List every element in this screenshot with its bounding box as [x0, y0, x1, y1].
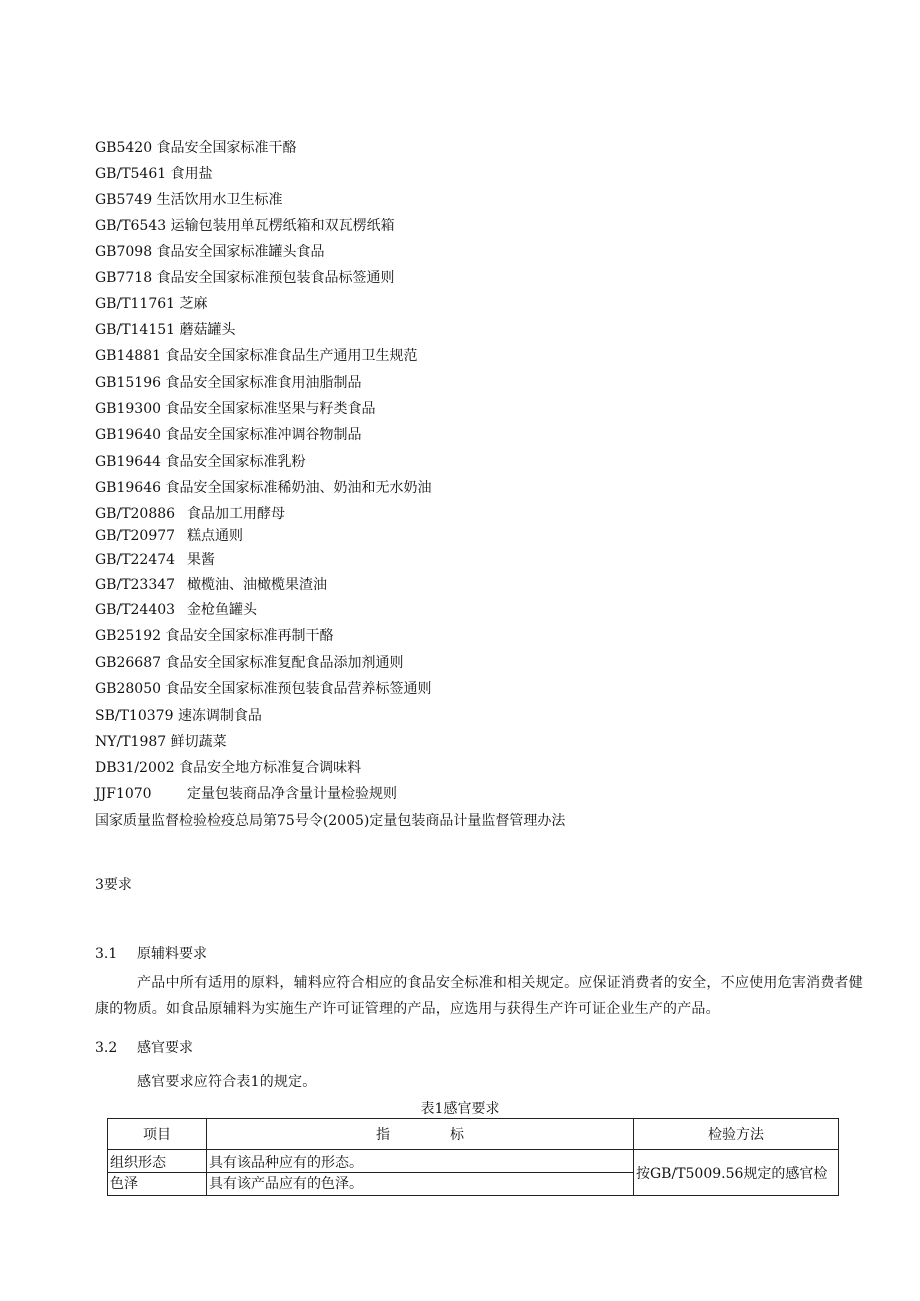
reference-title: 食品安全国家标准坚果与籽类食品: [165, 401, 376, 417]
reference-code: GB/T23347: [95, 577, 176, 593]
reference-item: [95, 627, 333, 645]
reference-code: GB19640: [95, 427, 162, 443]
reference-code: SB/T10379: [95, 708, 174, 724]
reference-title: 食品安全国家标准罐头食品: [156, 244, 325, 260]
reference-item: [95, 321, 236, 339]
reference-item: [95, 374, 361, 392]
reference-title: 食品安全国家标准再制干酪: [165, 628, 334, 644]
table-cell-item: 色泽: [108, 1173, 207, 1196]
reference-title: 果酱: [187, 552, 215, 568]
reference-code: GB/T20977: [95, 528, 176, 544]
reference-title: 定量包装商品净含量计量检验规则: [187, 786, 397, 802]
reference-code: GB19300: [95, 401, 162, 417]
reference-code: GB5420: [95, 140, 153, 156]
reference-item: [95, 707, 262, 725]
reference-item: [95, 601, 257, 619]
paragraph: 感官要求应符合表1的规定。: [137, 1074, 317, 1090]
reference-item: [95, 165, 213, 183]
table-cell-index: 具有该产品应有的色泽。: [207, 1173, 634, 1196]
reference-code: JJF1070: [95, 786, 152, 802]
reference-code: GB7098: [95, 244, 153, 260]
reference-item: [95, 269, 395, 287]
reference-code: GB/T22474: [95, 552, 176, 568]
reference-item: [95, 576, 327, 594]
reference-code: GB28050: [95, 681, 162, 697]
reference-code: DB31/2002: [95, 760, 175, 776]
reference-item: [95, 295, 208, 313]
reference-title: 食品加工用酵母: [187, 506, 285, 522]
table-caption: 表1感官要求: [420, 1101, 500, 1117]
reference-title: 食用盐: [170, 166, 213, 182]
reference-item: [95, 680, 431, 698]
reference-code: GB14881: [95, 348, 162, 364]
subsection-number: 3.1: [95, 946, 118, 962]
reference-title: 运输包装用单瓦楞纸箱和双瓦楞纸箱: [170, 218, 395, 234]
reference-title: 金枪鱼罐头: [187, 602, 257, 618]
subsection-title: 感官要求: [137, 1040, 193, 1056]
reference-item: [95, 733, 227, 751]
reference-title: 鲜切蔬菜: [170, 734, 227, 750]
reference-code: GB26687: [95, 655, 162, 671]
reference-title: 食品安全国家标准预包装食品营养标签通则: [165, 681, 432, 697]
reference-title: 芝麻: [179, 296, 208, 312]
table-cell-index: 具有该品种应有的形态。: [207, 1150, 634, 1173]
reference-title: 食品安全国家标准冲调谷物制品: [165, 427, 362, 443]
subsection-heading: [95, 1039, 193, 1057]
reference-title: 食品安全国家标准乳粉: [165, 454, 306, 470]
reference-title: 食品安全国家标准稀奶油、奶油和无水奶油: [165, 480, 432, 496]
reference-code: GB7718: [95, 270, 153, 286]
reference-item: [95, 759, 361, 777]
reference-code: GB/T6543: [95, 218, 167, 234]
reference-item: [95, 812, 565, 830]
reference-item: [95, 654, 403, 672]
reference-title: 糕点通则: [187, 528, 243, 544]
table-cell-item: 组织形态: [108, 1150, 207, 1173]
subsection-heading: [95, 945, 207, 963]
column-header-item: 项目: [108, 1119, 207, 1150]
reference-item: [95, 505, 285, 523]
reference-title: 速冻调制食品: [177, 708, 262, 724]
reference-title: 食品安全国家标准复配食品添加剂通则: [165, 655, 404, 671]
table-cell-method: 按GB/T5009.56规定的感官检: [634, 1150, 839, 1196]
reference-item: [95, 426, 361, 444]
reference-title: 蘑菇罐头: [179, 322, 236, 338]
reference-code: NY/T1987: [95, 734, 167, 750]
reference-code: GB/T24403: [95, 602, 176, 618]
reference-code: GB/T14151: [95, 322, 176, 338]
table-header-row: [108, 1119, 839, 1150]
paragraph: 产品中所有适用的原料，辅料应符合相应的食品安全标准和相关规定。应保证消费者的安全，不应使用危害消费者健康的物质。如食品原辅料为实施生产许可证管理的产品，应选用与获得生产许可证企业生产的产品。: [95, 975, 863, 1017]
reference-code: GB25192: [95, 628, 162, 644]
reference-item: [95, 527, 243, 545]
reference-title: 食品安全国家标准食品生产通用卫生规范: [165, 348, 418, 364]
reference-title: 食品安全地方标准复合调味料: [179, 760, 362, 776]
reference-code: GB/T5461: [95, 166, 167, 182]
reference-item: [95, 400, 375, 418]
column-header-index-a: 指: [376, 1127, 390, 1143]
reference-code: GB15196: [95, 375, 162, 391]
reference-code: 国家质量监督检验检疫总局第75号令(2005): [95, 813, 370, 829]
reference-item: [95, 785, 397, 803]
reference-code: GB19644: [95, 454, 162, 470]
reference-item: [95, 243, 325, 261]
reference-title: 橄榄油、油橄榄果渣油: [187, 577, 327, 593]
reference-code: GB/T20886: [95, 506, 176, 522]
column-header-method: 检验方法: [634, 1119, 839, 1150]
reference-item: [95, 551, 215, 569]
subsection-number: 3.2: [95, 1040, 118, 1056]
sensory-table: [107, 1118, 839, 1196]
column-header-index-b: 标: [450, 1127, 464, 1143]
reference-item: [95, 347, 417, 365]
table-row: [108, 1150, 839, 1173]
column-header-index: [207, 1119, 634, 1150]
reference-item: [95, 191, 283, 209]
subsection-title: 原辅料要求: [137, 946, 207, 962]
section-heading: 3要求: [95, 877, 132, 893]
reference-title: 生活饮用水卫生标准: [156, 192, 283, 208]
reference-title: 定量包装商品计量监督管理办法: [369, 813, 566, 829]
reference-code: GB/T11761: [95, 296, 176, 312]
reference-code: GB19646: [95, 480, 162, 496]
reference-item: [95, 217, 395, 235]
reference-item: [95, 479, 431, 497]
reference-title: 食品安全国家标准食用油脂制品: [165, 375, 362, 391]
reference-title: 食品安全国家标准预包装食品标签通则: [156, 270, 395, 286]
reference-item: [95, 139, 297, 157]
reference-item: [95, 453, 305, 471]
reference-code: GB5749: [95, 192, 153, 208]
reference-title: 食品安全国家标准干酪: [156, 140, 297, 156]
